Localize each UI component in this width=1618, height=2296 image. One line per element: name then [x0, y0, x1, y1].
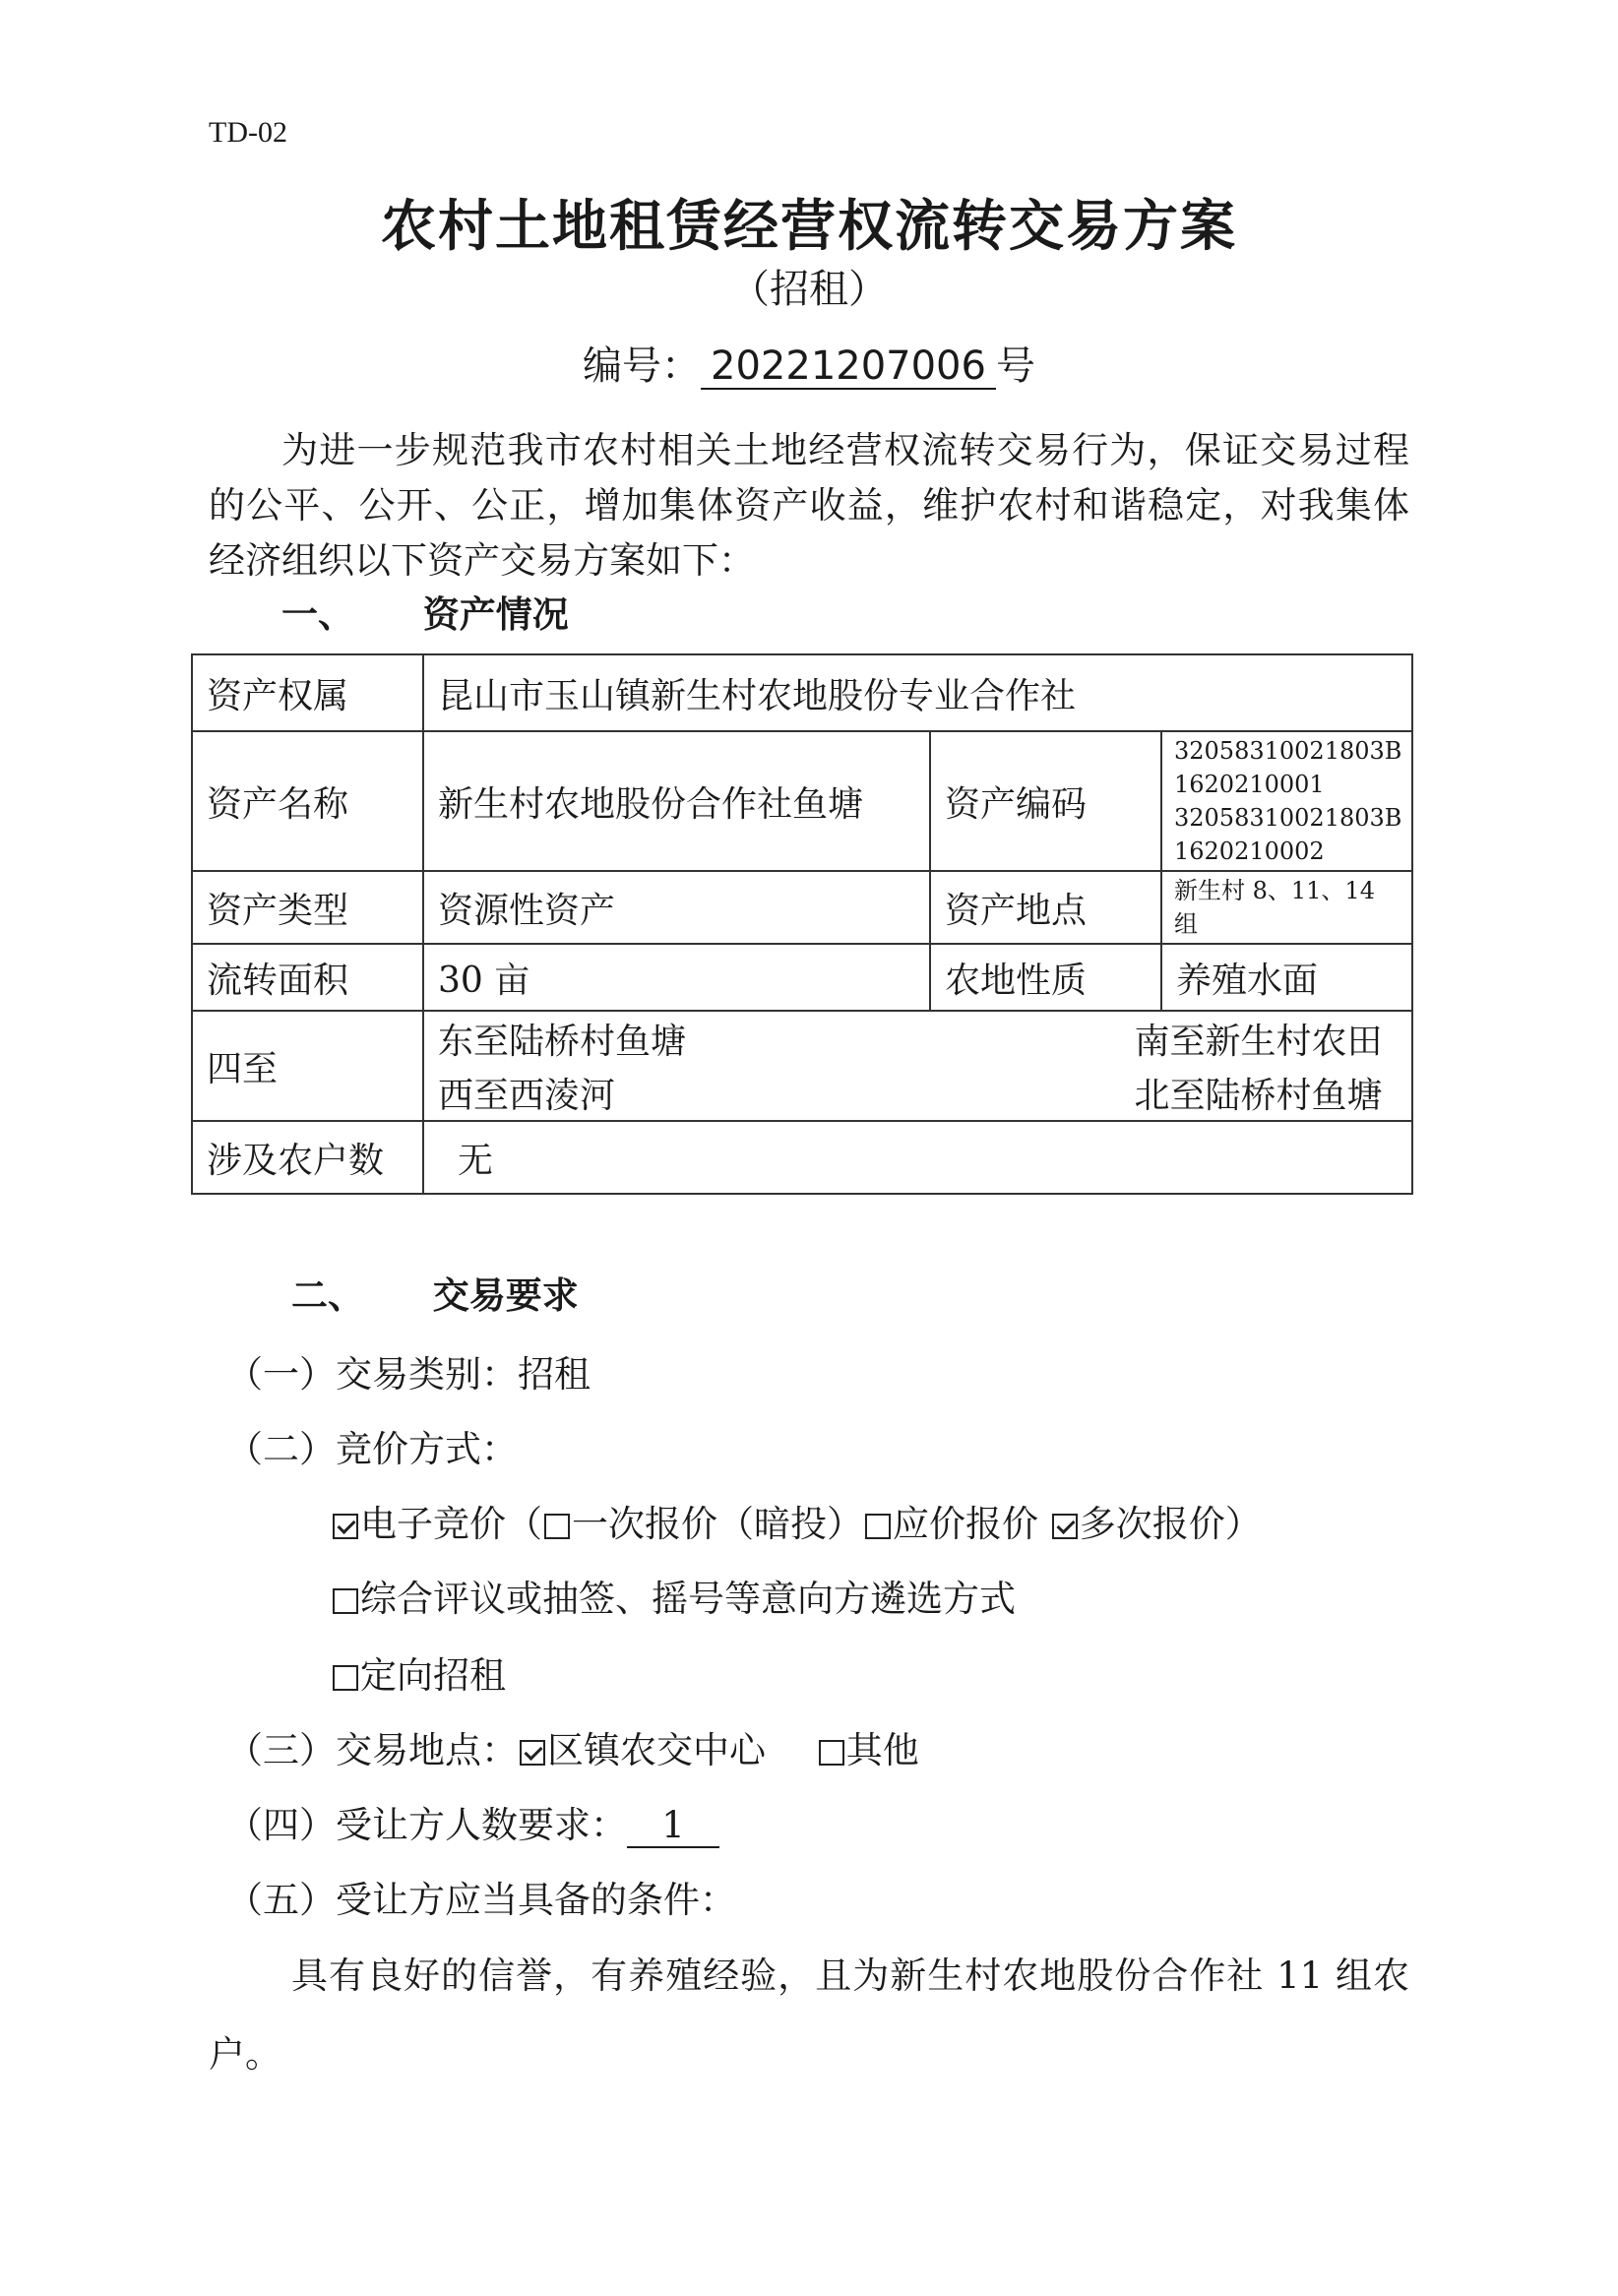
section-2-title: 交易要求 — [432, 1273, 579, 1317]
r3-label: （三）交易地点： — [226, 1729, 518, 1771]
area-label: 流转面积 — [192, 944, 423, 1011]
opt-electronic: 电子竞价（ — [360, 1503, 542, 1545]
asset-table — [191, 653, 1413, 1195]
nature-label: 农地性质 — [930, 944, 1161, 1011]
requirement-3 — [226, 1720, 919, 1773]
sides-label: 四至 — [192, 1011, 423, 1121]
location-value: 新生村 8、11、14 组 — [1161, 871, 1412, 944]
east-boundary: 东至陆桥村鱼塘 — [438, 1022, 687, 1062]
west-boundary: 西至西淩河 — [438, 1076, 616, 1116]
r5-text: 具有良好的信誉，有养殖经验，且为新生村农地股份合作社 11 组农户。 — [209, 1955, 1409, 2076]
checkbox-icon — [819, 1740, 844, 1766]
requirement-1 — [226, 1344, 591, 1397]
name-value: 新生村农地股份合作社鱼塘 — [423, 731, 930, 871]
number-label: 编号： — [583, 343, 702, 389]
number-value: 20221207006 — [701, 344, 996, 390]
requirement-5 — [226, 1870, 736, 1923]
number-suffix: 号 — [995, 343, 1035, 389]
code-line: 1620210001 — [1174, 771, 1325, 798]
name-label: 资产名称 — [192, 731, 423, 871]
r1-label: （一）交易类别： — [226, 1353, 518, 1396]
document-number-line — [0, 335, 1618, 391]
type-label: 资产类型 — [192, 871, 423, 944]
north-boundary: 北至陆桥村鱼塘 — [1134, 1076, 1383, 1116]
requirement-4 — [226, 1795, 719, 1848]
code-value — [1161, 731, 1412, 871]
bidding-options-line — [331, 1494, 1262, 1547]
checked-box-icon — [333, 1514, 358, 1539]
table-row — [192, 1011, 1412, 1121]
section-2-heading — [291, 1266, 579, 1319]
r5-label: （五）受让方应当具备的条件： — [226, 1879, 736, 1921]
table-row — [192, 1121, 1412, 1194]
opt-one-time: 一次报价（暗投） — [572, 1503, 863, 1545]
code-label: 资产编码 — [930, 731, 1161, 871]
document-subtitle: （招租） — [730, 267, 888, 312]
table-row — [192, 871, 1412, 944]
table-row — [192, 654, 1412, 731]
code-line: 32058310021803B — [1174, 804, 1402, 832]
checked-box-icon — [520, 1740, 545, 1766]
directed-option-line — [331, 1645, 506, 1699]
requirement-2 — [226, 1419, 518, 1472]
opt-comprehensive: 综合评议或抽签、摇号等意向方遴选方式 — [360, 1578, 1016, 1620]
ownership-label: 资产权属 — [192, 654, 423, 731]
r1-value: 招租 — [518, 1353, 591, 1396]
location-label: 资产地点 — [930, 871, 1161, 944]
checkbox-icon — [333, 1665, 358, 1691]
code-line: 1620210002 — [1174, 838, 1325, 865]
opt-multiple: 多次报价） — [1079, 1503, 1262, 1545]
ownership-value: 昆山市玉山镇新生村农地股份专业合作社 — [423, 654, 1412, 731]
opt-response: 应价报价 — [893, 1503, 1038, 1545]
r4-label: （四）受让方人数要求： — [226, 1804, 627, 1846]
code-line: 32058310021803B — [1174, 737, 1402, 765]
table-row — [192, 731, 1412, 871]
nature-value: 养殖水面 — [1161, 944, 1412, 1011]
south-boundary: 南至新生村农田 — [1134, 1022, 1383, 1062]
opt-directed: 定向招租 — [360, 1654, 506, 1697]
section-1-title: 资产情况 — [422, 592, 569, 636]
checkbox-icon — [544, 1514, 570, 1539]
area-value: 30 亩 — [423, 944, 930, 1011]
households-label: 涉及农户数 — [192, 1121, 423, 1194]
intro-paragraph: 为进一步规范我市农村相关土地经营权流转交易行为，保证交易过程的公平、公开、公正，增加集体资产收益，维护农村和谐稳定，对我集体经济组织以下资产交易方案如下： — [209, 429, 1409, 582]
comprehensive-option-line — [331, 1569, 1016, 1622]
type-value: 资源性资产 — [423, 871, 930, 944]
checkbox-icon — [333, 1588, 358, 1614]
checkbox-icon — [865, 1514, 891, 1539]
r4-value: 1 — [627, 1806, 719, 1848]
sides-value — [423, 1011, 1412, 1121]
opt-center: 区镇农交中心 — [547, 1729, 766, 1771]
document-code: TD-02 — [209, 116, 287, 149]
table-row — [192, 944, 1412, 1011]
section-1-number: 一、 — [281, 592, 354, 636]
households-value: 无 — [423, 1121, 1412, 1194]
section-2-number: 二、 — [291, 1273, 364, 1317]
r2-label: （二）竞价方式： — [226, 1428, 518, 1470]
checked-box-icon — [1052, 1514, 1078, 1539]
document-title: 农村土地租赁经营权流转交易方案 — [381, 195, 1237, 259]
opt-other: 其他 — [845, 1729, 919, 1771]
section-1-heading — [281, 585, 569, 638]
